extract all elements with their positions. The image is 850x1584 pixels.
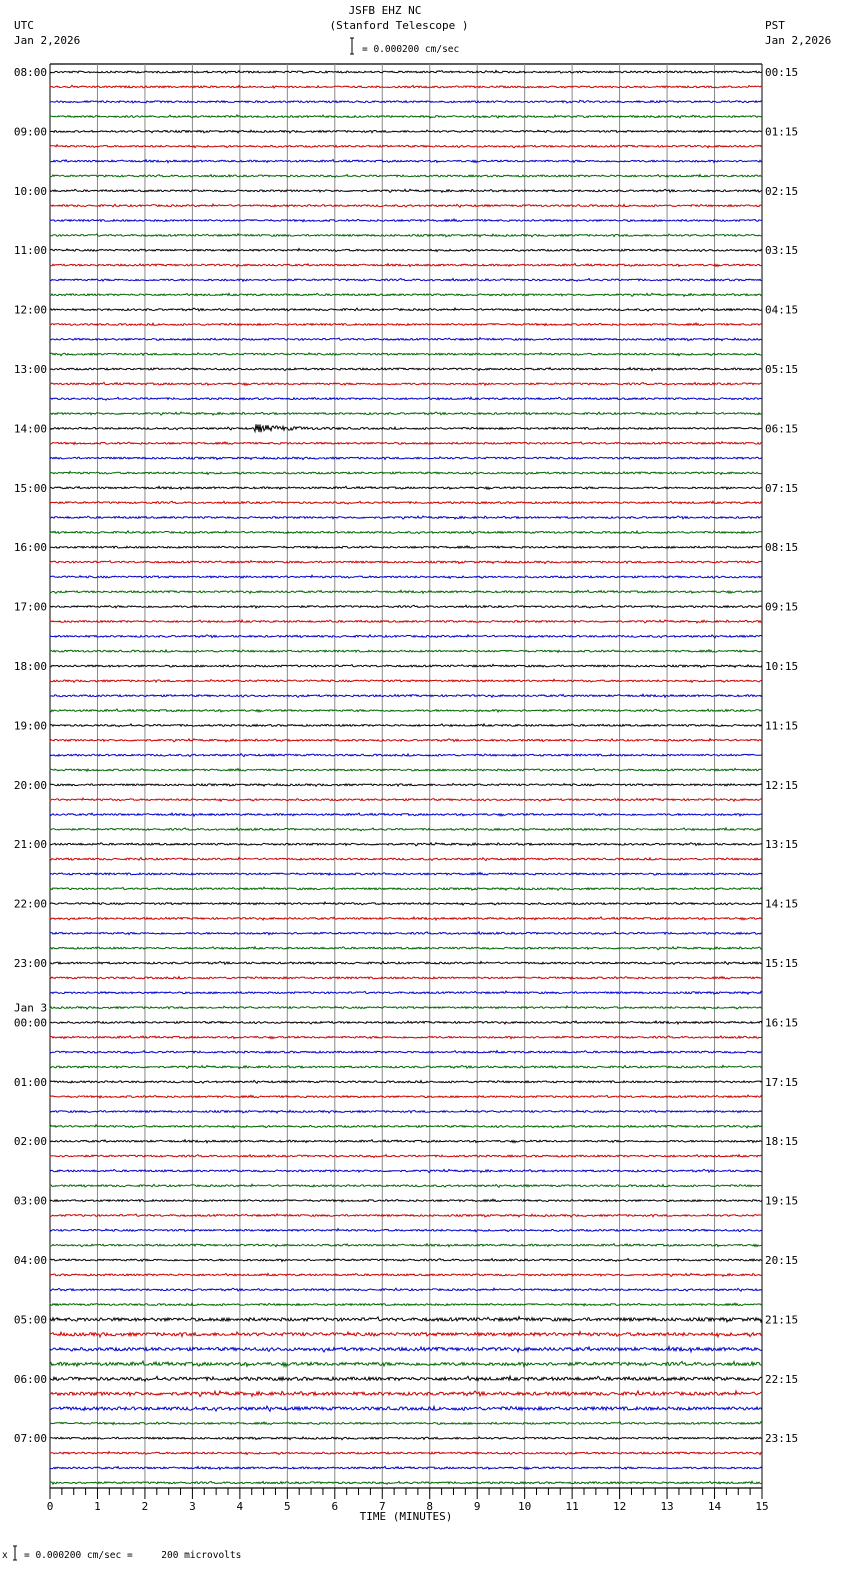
utc-hour-label: 13:00: [13, 363, 47, 376]
seismic-trace: [50, 546, 762, 549]
seismic-trace: [50, 1422, 762, 1425]
pst-hour-label: 06:15: [765, 422, 799, 436]
seismic-trace: [50, 977, 762, 980]
utc-hour-label: 08:00: [13, 66, 47, 79]
pst-hour-label: 17:15: [765, 1075, 799, 1089]
left-date: Jan 2,2026: [14, 34, 81, 47]
pst-hour-label: 21:15: [765, 1313, 799, 1327]
seismic-trace: [50, 709, 762, 712]
pst-hour-label: 13:15: [765, 838, 799, 852]
x-tick-label: 11: [565, 1500, 579, 1513]
seismic-trace: [50, 308, 762, 311]
pst-hour-label: 05:15: [765, 363, 799, 376]
utc-hour-label: 22:00: [13, 897, 47, 911]
site-title: (Stanford Telescope ): [329, 19, 469, 32]
seismic-trace: [50, 1229, 762, 1232]
seismic-trace: [50, 516, 762, 519]
utc-hour-label: 10:00: [13, 184, 47, 198]
utc-hour-label: 23:00: [13, 957, 47, 970]
seismic-trace: [50, 858, 762, 861]
seismic-trace: [50, 1391, 762, 1397]
seismic-trace: [50, 1095, 762, 1098]
seismic-trace: [50, 160, 762, 163]
utc-hour-label: 03:00: [13, 1194, 47, 1208]
x-tick-label: 5: [284, 1500, 291, 1513]
x-tick-label: 1: [94, 1500, 101, 1513]
seismic-trace: [50, 798, 762, 801]
seismic-trace: [50, 145, 762, 148]
seismic-trace: [50, 620, 762, 623]
x-tick-label: 14: [707, 1500, 722, 1513]
utc-hour-label: 21:00: [13, 838, 47, 852]
x-tick-label: 10: [518, 1500, 532, 1513]
pst-hour-label: 22:15: [765, 1372, 799, 1386]
x-tick-label: 12: [612, 1500, 627, 1513]
seismic-trace: [50, 457, 762, 460]
pst-hour-label: 20:15: [765, 1254, 799, 1267]
seismic-trace: [50, 1288, 762, 1291]
seismic-trace: [50, 650, 762, 653]
seismic-trace: [50, 561, 762, 564]
seismic-trace: [50, 353, 762, 356]
seismic-trace: [50, 249, 762, 252]
seismic-trace: [50, 264, 762, 267]
seismic-trace: [50, 442, 762, 445]
seismic-trace: [50, 1214, 762, 1217]
utc-hour-label: 05:00: [13, 1313, 47, 1327]
seismic-trace: [50, 873, 762, 876]
seismic-trace: [50, 1125, 762, 1128]
seismic-trace: [50, 130, 762, 133]
utc-hour-label: 06:00: [13, 1372, 47, 1386]
pst-hour-label: 11:15: [765, 719, 799, 733]
seismic-trace: [50, 887, 762, 890]
seismic-trace: [50, 1006, 762, 1009]
seismic-trace: [50, 234, 762, 237]
seismic-trace: [50, 1155, 762, 1158]
seismic-trace: [50, 917, 762, 920]
station-title: JSFB EHZ NC: [348, 4, 422, 17]
seismic-trace: [50, 1303, 762, 1306]
utc-hour-label: 19:00: [13, 719, 47, 733]
seismic-trace: [50, 471, 762, 474]
seismic-trace: [50, 71, 762, 74]
right-timezone: PST: [765, 19, 785, 32]
seismic-trace: [50, 1347, 762, 1352]
seismic-trace: [50, 1169, 762, 1172]
seismic-trace: [50, 605, 762, 608]
x-tick-label: 6: [331, 1500, 339, 1513]
seismic-trace: [50, 1376, 762, 1381]
seismic-trace: [50, 679, 762, 682]
seismic-trace: [50, 1259, 762, 1262]
seismic-trace: [50, 368, 762, 371]
footer-scale-label: = 0.000200 cm/sec = 200 microvolts: [24, 1550, 242, 1561]
seismic-trace: [50, 219, 762, 222]
seismic-trace: [50, 843, 762, 846]
utc-hour-label: 11:00: [13, 244, 47, 258]
seismic-trace: [50, 486, 762, 489]
seismic-trace: [50, 590, 762, 593]
x-tick-label: 0: [46, 1500, 54, 1513]
seismic-trace: [50, 189, 762, 192]
seismic-trace: [50, 382, 762, 385]
seismic-trace: [50, 1452, 762, 1455]
seismic-trace: [50, 1065, 762, 1068]
seismic-trace: [50, 323, 762, 326]
x-axis-label: TIME (MINUTES): [359, 1510, 453, 1523]
pst-hour-label: 10:15: [765, 660, 799, 673]
seismic-trace: [50, 724, 762, 727]
pst-hour-label: 08:15: [765, 541, 799, 555]
pst-hour-label: 14:15: [765, 897, 799, 911]
seismic-trace: [50, 1140, 762, 1143]
utc-hour-label: 17:00: [13, 600, 47, 614]
seismic-trace: [50, 1481, 762, 1484]
seismic-trace: [50, 754, 762, 757]
pst-hour-label: 12:15: [765, 778, 799, 792]
scale-bar-icon: [350, 38, 354, 54]
seismic-trace: [50, 424, 762, 432]
pst-hour-label: 07:15: [765, 481, 799, 495]
x-tick-label: 2: [141, 1500, 149, 1513]
seismic-trace: [50, 1184, 762, 1187]
seismic-trace: [50, 338, 762, 341]
pst-hour-label: 04:15: [765, 303, 799, 317]
seismic-trace: [50, 204, 762, 207]
scale-label: = 0.000200 cm/sec: [362, 44, 460, 55]
seismic-trace: [50, 1273, 762, 1276]
pst-hour-label: 00:15: [765, 66, 799, 79]
pst-hour-label: 01:15: [765, 125, 799, 139]
traces: [50, 71, 762, 1485]
pst-hour-label: 23:15: [765, 1432, 799, 1446]
seismic-trace: [50, 1021, 762, 1024]
x-tick-label: 7: [378, 1500, 386, 1513]
seismic-trace: [50, 784, 762, 787]
utc-hour-label: 14:00: [13, 422, 47, 436]
pst-hour-label: 16:15: [765, 1016, 799, 1030]
pst-hour-label: 18:15: [765, 1135, 799, 1149]
pst-hour-label: 03:15: [765, 244, 799, 258]
pst-hour-label: 02:15: [765, 184, 799, 198]
pst-hour-label: 15:15: [765, 957, 799, 970]
seismic-trace: [50, 397, 762, 400]
seismic-trace: [50, 991, 762, 994]
seismic-trace: [50, 1051, 762, 1054]
seismic-trace: [50, 1332, 762, 1338]
seismic-trace: [50, 501, 762, 504]
utc-hour-label: 16:00: [13, 541, 47, 555]
seismic-trace: [50, 664, 762, 667]
utc-hour-label: 20:00: [13, 778, 47, 792]
seismic-trace: [50, 100, 762, 103]
utc-hour-label: 18:00: [13, 660, 47, 673]
seismic-trace: [50, 739, 762, 742]
pst-hour-label: 19:15: [765, 1194, 799, 1208]
seismic-trace: [50, 175, 762, 178]
seismic-trace: [50, 293, 762, 296]
utc-hour-label: 04:00: [13, 1254, 47, 1267]
seismic-trace: [50, 962, 762, 965]
seismic-trace: [50, 1036, 762, 1039]
seismic-trace: [50, 902, 762, 905]
seismic-trace: [50, 768, 762, 771]
seismic-trace: [50, 1110, 762, 1113]
seismic-trace: [50, 279, 762, 282]
x-tick-label: 9: [473, 1500, 481, 1513]
utc-hour-label: 00:00: [13, 1016, 47, 1030]
x-axis: [47, 1488, 769, 1523]
utc-hour-label: 12:00: [13, 303, 47, 317]
x-tick-label: 4: [236, 1500, 244, 1513]
x-tick-label: 3: [189, 1500, 196, 1513]
seismic-trace: [50, 575, 762, 578]
seismic-trace: [50, 85, 762, 88]
seismic-trace: [50, 1361, 762, 1366]
seismic-trace: [50, 531, 762, 534]
seismic-trace: [50, 1080, 762, 1083]
seismic-trace: [50, 947, 762, 950]
seismic-trace: [50, 412, 762, 415]
utc-hour-label: 02:00: [13, 1135, 47, 1149]
seismic-trace: [50, 1317, 762, 1322]
seismic-trace: [50, 1199, 762, 1202]
utc-hour-label: 01:00: [13, 1075, 47, 1089]
seismic-trace: [50, 828, 762, 831]
utc-hour-label: 09:00: [13, 125, 47, 139]
date-change-label: Jan 3: [14, 1001, 48, 1015]
seismic-trace: [50, 694, 762, 697]
right-date: Jan 2,2026: [765, 34, 832, 47]
seismic-trace: [50, 1244, 762, 1247]
seismic-trace: [50, 932, 762, 935]
utc-hour-label: 15:00: [13, 481, 47, 495]
footer-scale-bar-icon: [13, 1546, 17, 1560]
left-timezone: UTC: [14, 19, 34, 32]
seismic-trace: [50, 115, 762, 118]
seismic-trace: [50, 1406, 762, 1411]
seismic-trace: [50, 813, 762, 816]
seismic-trace: [50, 635, 762, 638]
utc-hour-label: 07:00: [13, 1432, 47, 1446]
x-tick-label: 8: [426, 1500, 434, 1513]
seismic-trace: [50, 1466, 762, 1469]
footer-mark: x: [2, 1550, 8, 1561]
x-tick-label: 13: [660, 1500, 674, 1513]
x-tick-label: 15: [755, 1500, 769, 1513]
seismic-trace: [50, 1437, 762, 1440]
pst-hour-label: 09:15: [765, 600, 799, 614]
